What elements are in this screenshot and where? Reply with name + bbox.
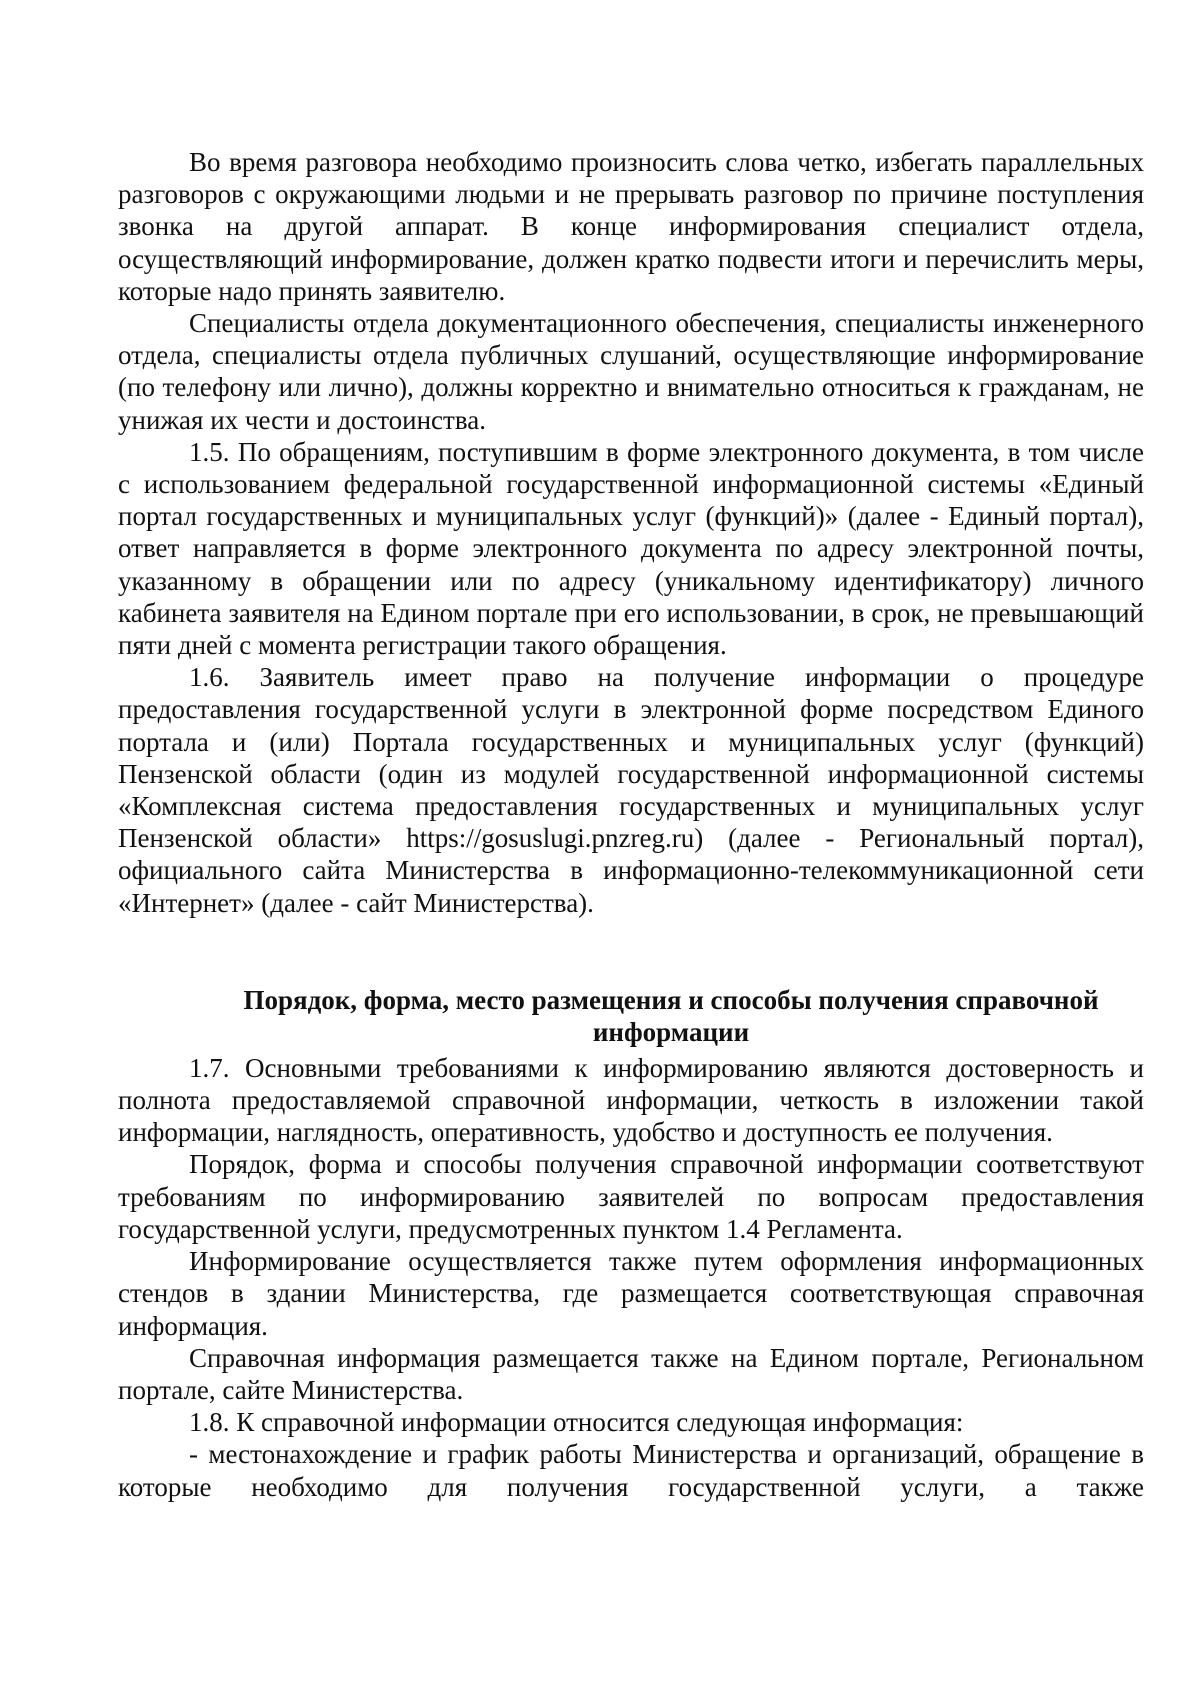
paragraph-info-stands: Информирование осуществляется также путем оформления информационных стендов в здании Министерства, где размещается соответствующая справочная информация.: [118, 1246, 1144, 1341]
paragraph-1-7: 1.7. Основными требованиями к информированию являются достоверность и полнота предоставляемой справочной информации, четкость в изложении такой информации, наглядность, оперативность, удобство и доступность ее получения.: [118, 1052, 1144, 1148]
paragraph-conversation-rules: Во время разговора необходимо произносить слова четко, избегать параллельных разговоров с окружающими людьми и не прерывать разговор по причине поступления звонка на другой аппарат. В конце информирования специалист отдела, осуществляющий информирование, должен кратко подвести итоги и перечислить меры, которые надо принять заявителю.: [118, 147, 1144, 306]
paragraph-1-6: 1.6. Заявитель имеет право на получение информации о процедуре предоставления государственной услуги в электронной форме посредством Единого портала и (или) Портала государственных и муниципальных услуг (функций) Пензенской области (один из модулей государственной информационной системы «Комплексная система предоставления государственных и муниципальных услуг Пензенской области» https://gosuslugi.pnzreg.ru) (далее - Региональный портал), официального сайта Министерства в информационно-телекоммуникационной сети «Интернет» (далее - сайт Министерства).: [118, 662, 1144, 918]
paragraph-1-8: 1.8. К справочной информации относится следующая информация:: [189, 1407, 964, 1438]
paragraph-procedure: Порядок, форма и способы получения справочной информации соответствуют требованиям по информированию заявителей по вопросам предоставления государственной услуги, предусмотренных пунктом 1.4 Регламента.: [118, 1149, 1144, 1244]
paragraph-specialists-conduct: Специалисты отдела документационного обеспечения, специалисты инженерного отдела, специалисты отдела публичных слушаний, осуществляющие информирование (по телефону или лично), должны корректно и внимательно относиться к гражданам, не унижая их чести и достоинства.: [118, 308, 1144, 435]
paragraph-location-schedule: - местонахождение и график работы Министерства и организаций, обращение в которые необходимо для получения государственной услуги, а также: [118, 1439, 1144, 1502]
document-body: [118, 146, 1144, 1503]
paragraph-1-5: 1.5. По обращениям, поступившим в форме электронного документа, в том числе с использованием федеральной государственной информационной системы «Единый портал государственных и муниципальных услуг (функций)» (далее - Единый портал), ответ направляется в форме электронного документа по адресу электронной почты, указанному в обращении или по адресу (уникальному идентификатору) личного кабинета заявителя на Едином портале при его использовании, в срок, не превышающий пяти дней с момента регистрации такого обращения.: [118, 436, 1144, 661]
paragraph-reference-placement: Справочная информация размещается также на Едином портале, Региональном портале, сайте Министерства.: [118, 1342, 1144, 1405]
section-heading: Порядок, форма, место размещения и способы получения справочной информации: [243, 984, 1099, 1047]
